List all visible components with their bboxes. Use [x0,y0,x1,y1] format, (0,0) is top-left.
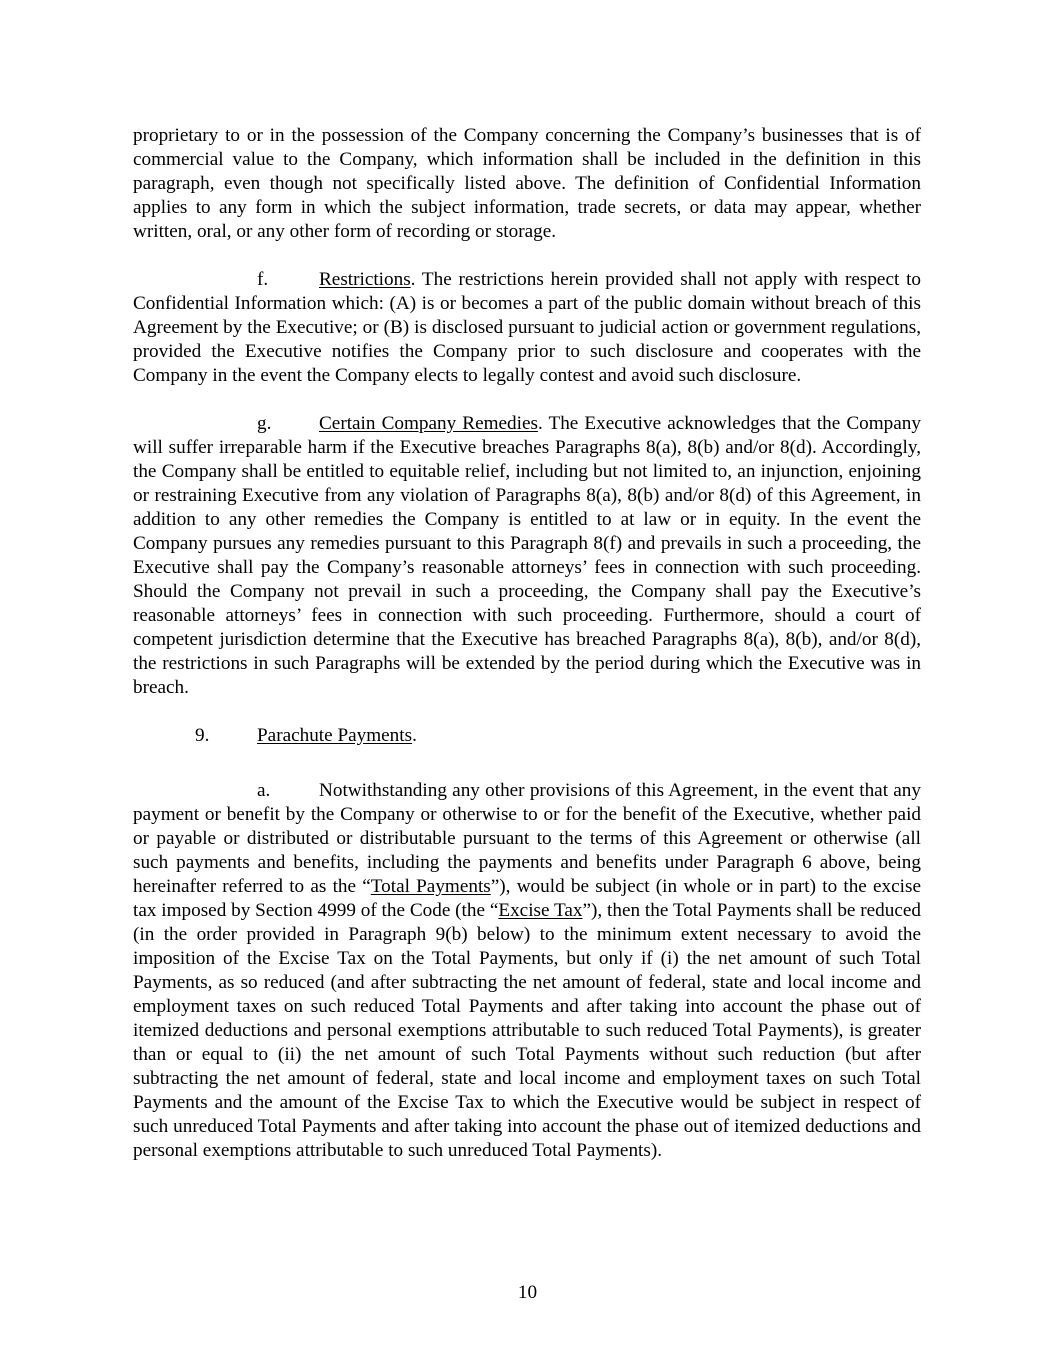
paragraph-g-remedies [133,412,921,700]
defined-term-excise-tax: Excise Tax [498,900,583,921]
paragraph-9a-total-payments [133,779,921,1163]
page-number: 10 [517,1282,538,1303]
section-f-letter: f. [257,269,269,290]
section-f-title: Restrictions [319,269,411,290]
section-9a-text-2: ”), would be subject (in whole or in part) to the excise tax imposed by Section 4999 of the Code (the “ [133,876,921,921]
section-f-body: . The restrictions herein provided shall not apply with respect to Confidential Information which: (A) is or becomes a part of the public domain without breach of this Agreement by the Executive; or (B) is disclosed pursuant to judicial action or government regulations, provided the Executive notifies the Company prior to such disclosure and cooperates with the Company in the event the Company elects to legally contest and avoid such disclosure. [133,269,921,386]
section-9a-letter: a. [257,780,271,801]
section-9-title: Parachute Payments [257,725,413,746]
paragraph-f-restrictions [133,268,921,388]
section-g-body: . The Executive acknowledges that the Company will suffer irreparable harm if the Executive breaches Paragraphs 8(a), 8(b) and/or 8(d). Accordingly, the Company shall be entitled to equitable relief, including but not limited to, an injunction, enjoining or restraining Executive from any violation of Paragraphs 8(a), 8(b) and/or 8(d) of this Agreement, in addition to any other remedies the Company is entitled to at law or in equity. In the event the Company pursues any remedies pursuant to this Paragraph 8(f) and prevails in such a proceeding, the Executive shall pay the Company’s reasonable attorneys’ fees in connection with such proceeding. Should the Company not prevail in such a proceeding, the Company shall pay the Executive’s reasonable attorneys’ fees in connection with such proceeding. Furthermore, should a court of competent jurisdiction determine that the Executive has breached Paragraphs 8(a), 8(b), and/or 8(d), the restrictions in such Paragraphs will be extended by the period during which the Executive was in breach. [133,413,921,698]
section-9-heading [133,724,921,748]
section-g-title: Certain Company Remedies [319,413,538,434]
document-page [133,124,921,1163]
section-9-title-suffix: . [412,725,417,746]
defined-term-total-payments: Total Payments [370,876,491,897]
section-g-letter: g. [257,413,272,434]
section-9-number: 9. [195,725,210,746]
section-9a-text-1: Notwithstanding any other provisions of this Agreement, in the event that any payment or benefit by the Company or otherwise to or for the benefit of the Executive, whether paid or payable or distributed or distributable pursuant to the terms of this Agreement or otherwise (all such payments and benefits, including the payments and benefits under Paragraph 6 above, being hereinafter referred to as the “ [133,780,921,897]
paragraph-intro: proprietary to or in the possession of the Company concerning the Company’s businesses that is of commercial value to the Company, which information shall be included in the definition in this paragraph, even though not specifically listed above. The definition of Confidential Information applies to any form in which the subject information, trade secrets, or data may appear, whether written, oral, or any other form of recording or storage. [133,125,921,242]
section-9a-text-3: ”), then the Total Payments shall be reduced (in the order provided in Paragraph 9(b) below) to the minimum extent necessary to avoid the imposition of the Excise Tax on the Total Payments, but only if (i) the net amount of such Total Payments, as so reduced (and after subtracting the net amount of federal, state and local income and employment taxes on such reduced Total Payments and after taking into account the phase out of itemized deductions and personal exemptions attributable to such reduced Total Payments), is greater than or equal to (ii) the net amount of such Total Payments without such reduction (but after subtracting the net amount of federal, state and local income and employment taxes on such Total Payments and the amount of the Excise Tax to which the Executive would be subject in respect of such unreduced Total Payments and after taking into account the phase out of itemized deductions and personal exemptions attributable to such unreduced Total Payments). [133,900,921,1161]
